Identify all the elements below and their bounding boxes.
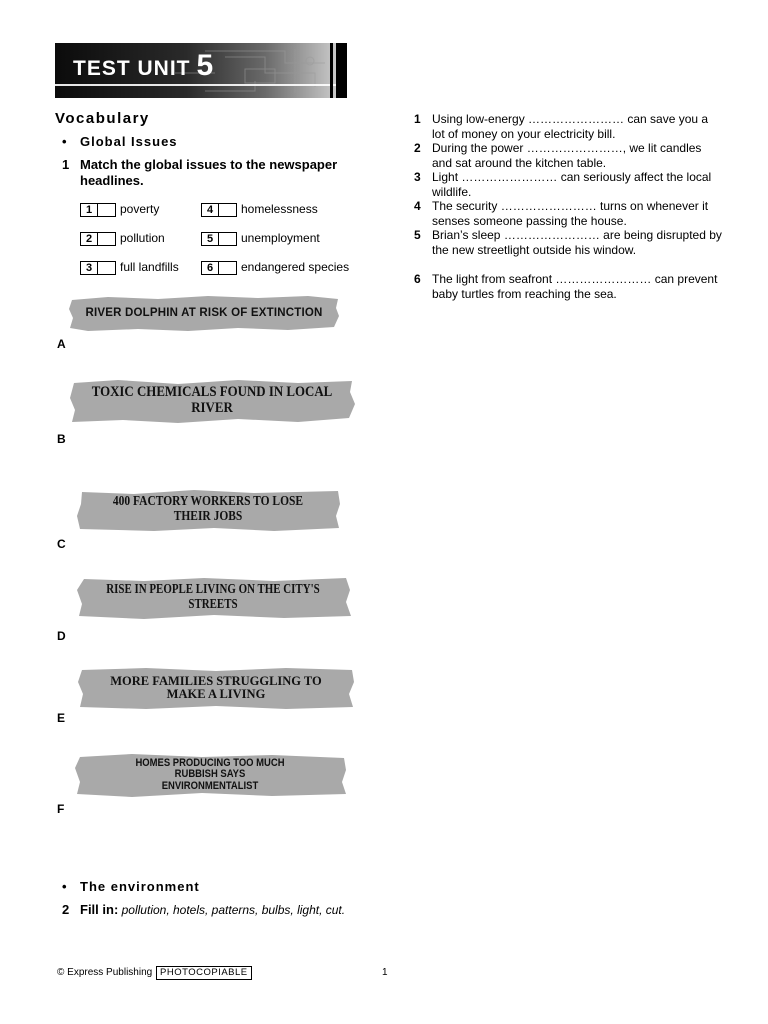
issue-label: pollution — [120, 231, 165, 245]
headline-b — [68, 378, 356, 424]
sentence-text: The light from seafront …………………… can prevent baby turtles from reaching the sea. — [432, 272, 718, 301]
answer-box[interactable] — [80, 261, 116, 275]
sentence-text: Brian’s sleep …………………… are being disrupted by the new streetlight outside his window. — [432, 228, 722, 257]
unit-title-word: TEST UNIT — [73, 57, 191, 80]
sentence-text: Using low-energy …………………… can save you a lot of money on your electricity bill. — [432, 112, 709, 141]
headline-letter-d: D — [57, 629, 66, 643]
headline-letter-b: B — [57, 432, 66, 446]
sentence-number: 5 — [414, 228, 421, 242]
unit-title — [73, 49, 214, 83]
sentence-number: 3 — [414, 170, 421, 184]
headline-text: 400 FACTORY WORKERS TO LOSE THEIR JOBS — [112, 494, 304, 524]
headline-d — [74, 576, 352, 620]
headline-text: TOXIC CHEMICALS FOUND IN LOCAL RIVER — [91, 384, 333, 416]
bullet-icon: • — [62, 134, 68, 149]
sentence-text: The security …………………… turns on whenever it senses someone passing the house. — [432, 199, 709, 228]
headline-letter-f: F — [57, 802, 65, 816]
headline-letter-e: E — [57, 711, 66, 725]
subsection-heading-environment — [62, 879, 200, 894]
unit-banner — [55, 43, 347, 98]
headline-f — [72, 752, 348, 798]
headline-c — [74, 488, 342, 532]
item-number: 3 — [81, 262, 98, 274]
banner-edge-bar — [336, 43, 347, 98]
answer-box[interactable] — [80, 203, 116, 217]
task-number: 2 — [62, 902, 70, 917]
fill-in-label: Fill in: — [80, 902, 119, 917]
headline-text: HOMES PRODUCING TOO MUCH RUBBISH SAYS ENVIRONMENTALIST — [135, 756, 285, 792]
subsection-heading-label: Global Issues — [80, 134, 178, 149]
headline-letter-c: C — [57, 537, 66, 551]
issue-label: unemployment — [241, 231, 320, 245]
publisher-credit: © Express Publishing — [57, 967, 153, 978]
item-number: 4 — [202, 204, 219, 216]
task-2-text — [80, 902, 355, 918]
issue-label: full landfills — [120, 260, 179, 274]
page-number: 1 — [382, 967, 388, 978]
sentence-text: During the power ……………………, we lit candles and sat around the kitchen table. — [432, 141, 702, 170]
headline-e — [76, 666, 356, 710]
sentence-number: 6 — [414, 272, 421, 286]
headline-text: MORE FAMILIES STRUGGLING TO MAKE A LIVING — [110, 673, 322, 701]
answer-box[interactable] — [80, 232, 116, 246]
answer-box[interactable] — [201, 203, 237, 217]
item-number: 6 — [202, 262, 219, 274]
unit-title-number: 5 — [196, 49, 215, 82]
sentence-number: 2 — [414, 141, 421, 155]
word-bank: pollution, hotels, patterns, bulbs, light, cut. — [121, 903, 346, 917]
item-number: 5 — [202, 233, 219, 245]
headline-text: RIVER DOLPHIN AT RISK OF EXTINCTION — [85, 306, 323, 319]
headline-a — [68, 294, 340, 332]
sentence-text: Light …………………… can seriously affect the local wildlife. — [432, 170, 712, 199]
task-instruction-text: Match the global issues to the newspaper headlines. — [80, 157, 338, 188]
sentence-number: 1 — [414, 112, 421, 126]
item-number: 2 — [81, 233, 98, 245]
issue-label: poverty — [120, 202, 160, 216]
banner-divider — [330, 43, 333, 98]
issue-label: endangered species — [241, 260, 350, 274]
answer-box[interactable] — [201, 232, 237, 246]
photocopiable-badge: PHOTOCOPIABLE — [156, 966, 252, 980]
headline-text: RISE IN PEOPLE LIVING ON THE CITY'S STREETS — [106, 582, 320, 612]
headline-letter-a: A — [57, 337, 66, 351]
bullet-icon: • — [62, 879, 68, 894]
issue-label: homelessness — [241, 202, 318, 216]
subsection-heading-global-issues — [62, 134, 178, 149]
item-number: 1 — [81, 204, 98, 216]
sentence-number: 4 — [414, 199, 421, 213]
task-number: 1 — [62, 157, 70, 172]
section-title-vocabulary: Vocabulary — [55, 110, 150, 127]
answer-box[interactable] — [201, 261, 237, 275]
subsection-heading-label: The environment — [80, 879, 200, 894]
